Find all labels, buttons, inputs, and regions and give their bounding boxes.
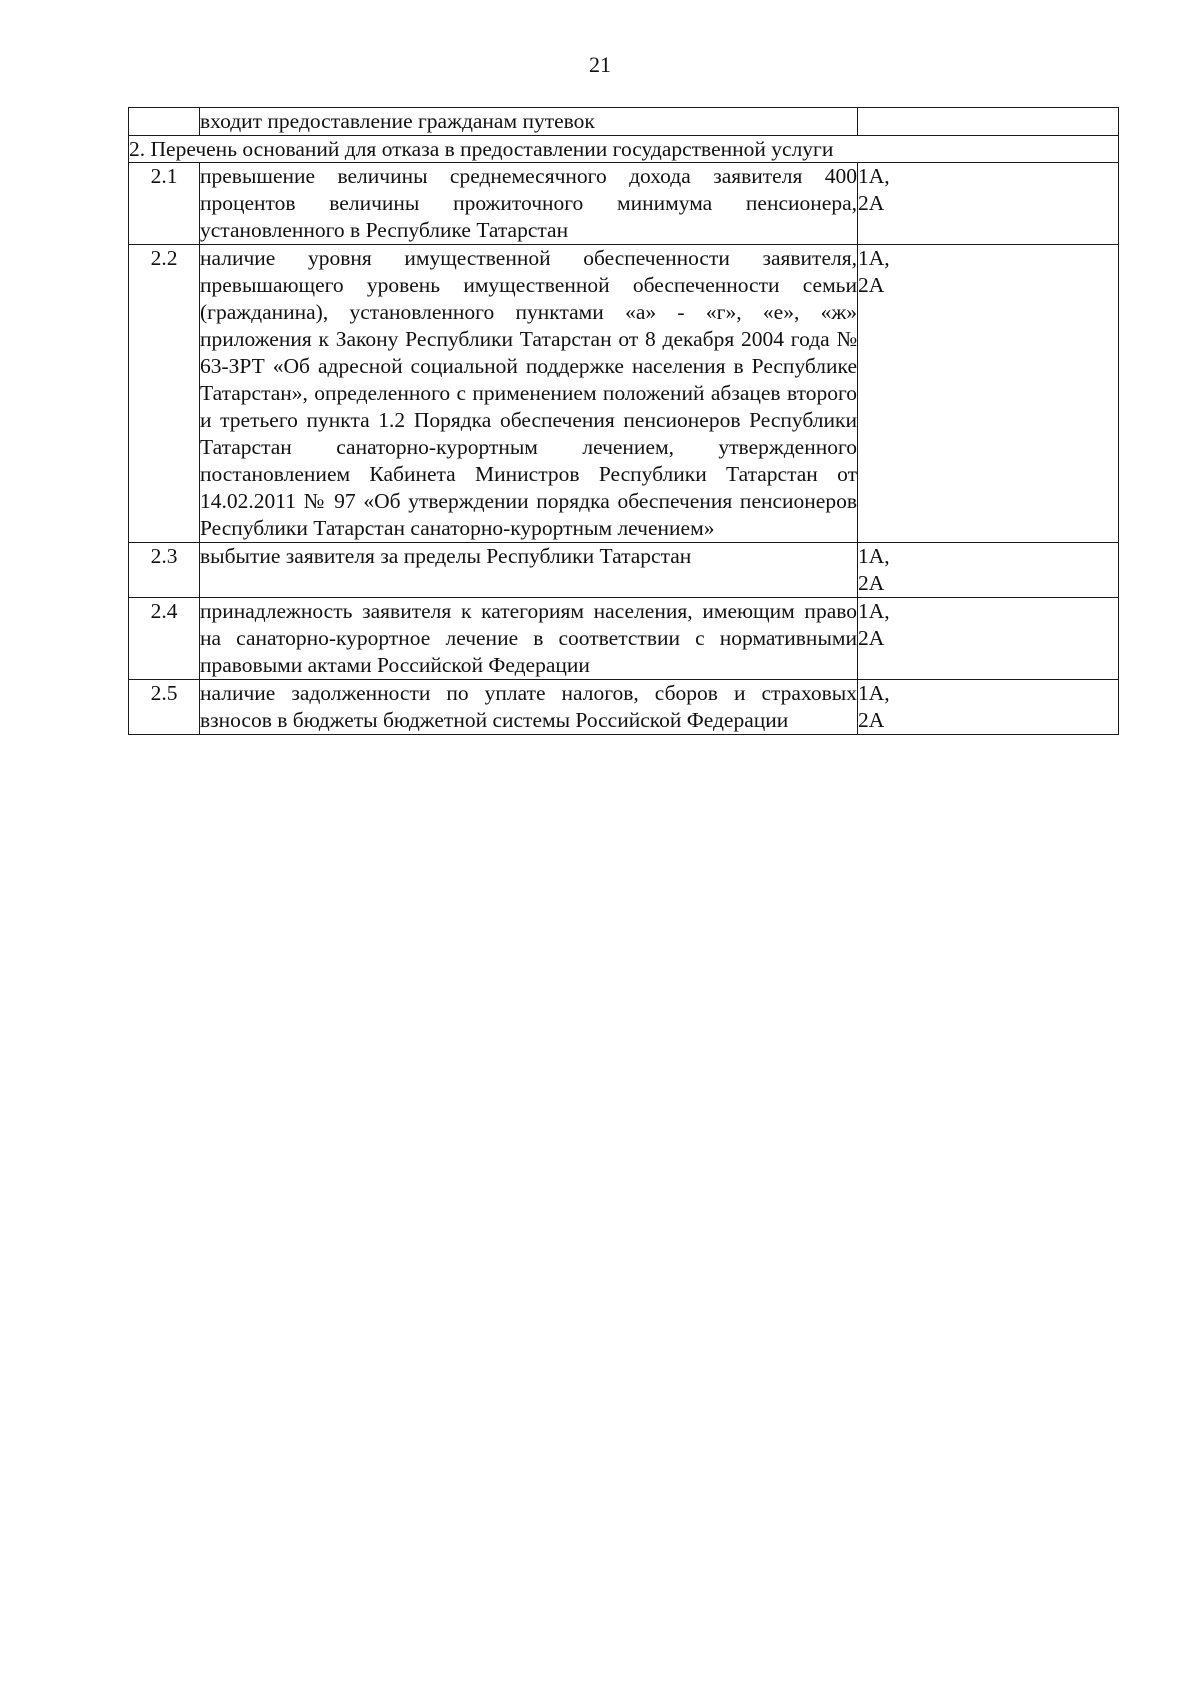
row-code-cell [858, 108, 1119, 136]
section-header: 2. Перечень оснований для отказа в предоставлении государственной услуги [129, 136, 1119, 163]
code-item: 1А, [858, 246, 890, 270]
row-number-cell: 2.4 [129, 598, 200, 680]
table-row [129, 543, 1119, 598]
code-item: 2А [858, 273, 885, 297]
row-code-cell [858, 598, 1119, 680]
row-text-cell: выбытие заявителя за пределы Республики Татарстан [200, 543, 858, 598]
row-text-cell: наличие уровня имущественной обеспеченности заявителя, превышающего уровень имущественной обеспеченности семьи (гражданина), установленного пунктами «а» - «г», «е», «ж» приложения к Закону Республики Татарстан от 8 декабря 2004 года № 63-ЗРТ «Об адресной социальной поддержке населения в Республике Татарстан», определенного с применением положений абзацев второго и третьего пункта 1.2 Порядка обеспечения пенсионеров Республики Татарстан санаторно-курортным лечением, утвержденного постановлением Кабинета Министров Республики Татарстан от 14.02.2011 № 97 «Об утверждении порядка обеспечения пенсионеров Республики Татарстан санаторно-курортным лечением» [200, 245, 858, 543]
code-item: 1А, [858, 599, 890, 623]
row-number-cell: 2.1 [129, 163, 200, 245]
table-row [129, 245, 1119, 543]
row-number-cell [129, 108, 200, 136]
row-code-cell [858, 680, 1119, 735]
code-item: 2А [858, 191, 885, 215]
row-text-cell: входит предоставление гражданам путевок [200, 108, 858, 136]
table-row [129, 598, 1119, 680]
row-code-cell [858, 543, 1119, 598]
code-item: 2А [858, 708, 885, 732]
row-text-cell: превышение величины среднемесячного дохода заявителя 400 процентов величины прожиточного минимума пенсионера, установленного в Республике Татарстан [200, 163, 858, 245]
row-text-cell: наличие задолженности по уплате налогов, сборов и страховых взносов в бюджеты бюджетной системы Российской Федерации [200, 680, 858, 735]
row-code-cell [858, 245, 1119, 543]
row-text-cell: принадлежность заявителя к категориям населения, имеющим право на санаторно-курортное лечение в соответствии с нормативными правовыми актами Российской Федерации [200, 598, 858, 680]
row-number-cell: 2.2 [129, 245, 200, 543]
section-header-row [129, 136, 1119, 163]
table-row-carry-over [129, 108, 1119, 136]
code-item: 1А, [858, 544, 890, 568]
row-number-cell: 2.3 [129, 543, 200, 598]
row-code-cell [858, 163, 1119, 245]
page-number: 21 [589, 52, 611, 77]
grounds-table [128, 107, 1119, 735]
table-row [129, 163, 1119, 245]
table-row [129, 680, 1119, 735]
code-item: 1А, [858, 164, 890, 188]
code-item: 2А [858, 571, 885, 595]
row-number-cell: 2.5 [129, 680, 200, 735]
code-item: 1А, [858, 681, 890, 705]
code-item: 2А [858, 626, 885, 650]
